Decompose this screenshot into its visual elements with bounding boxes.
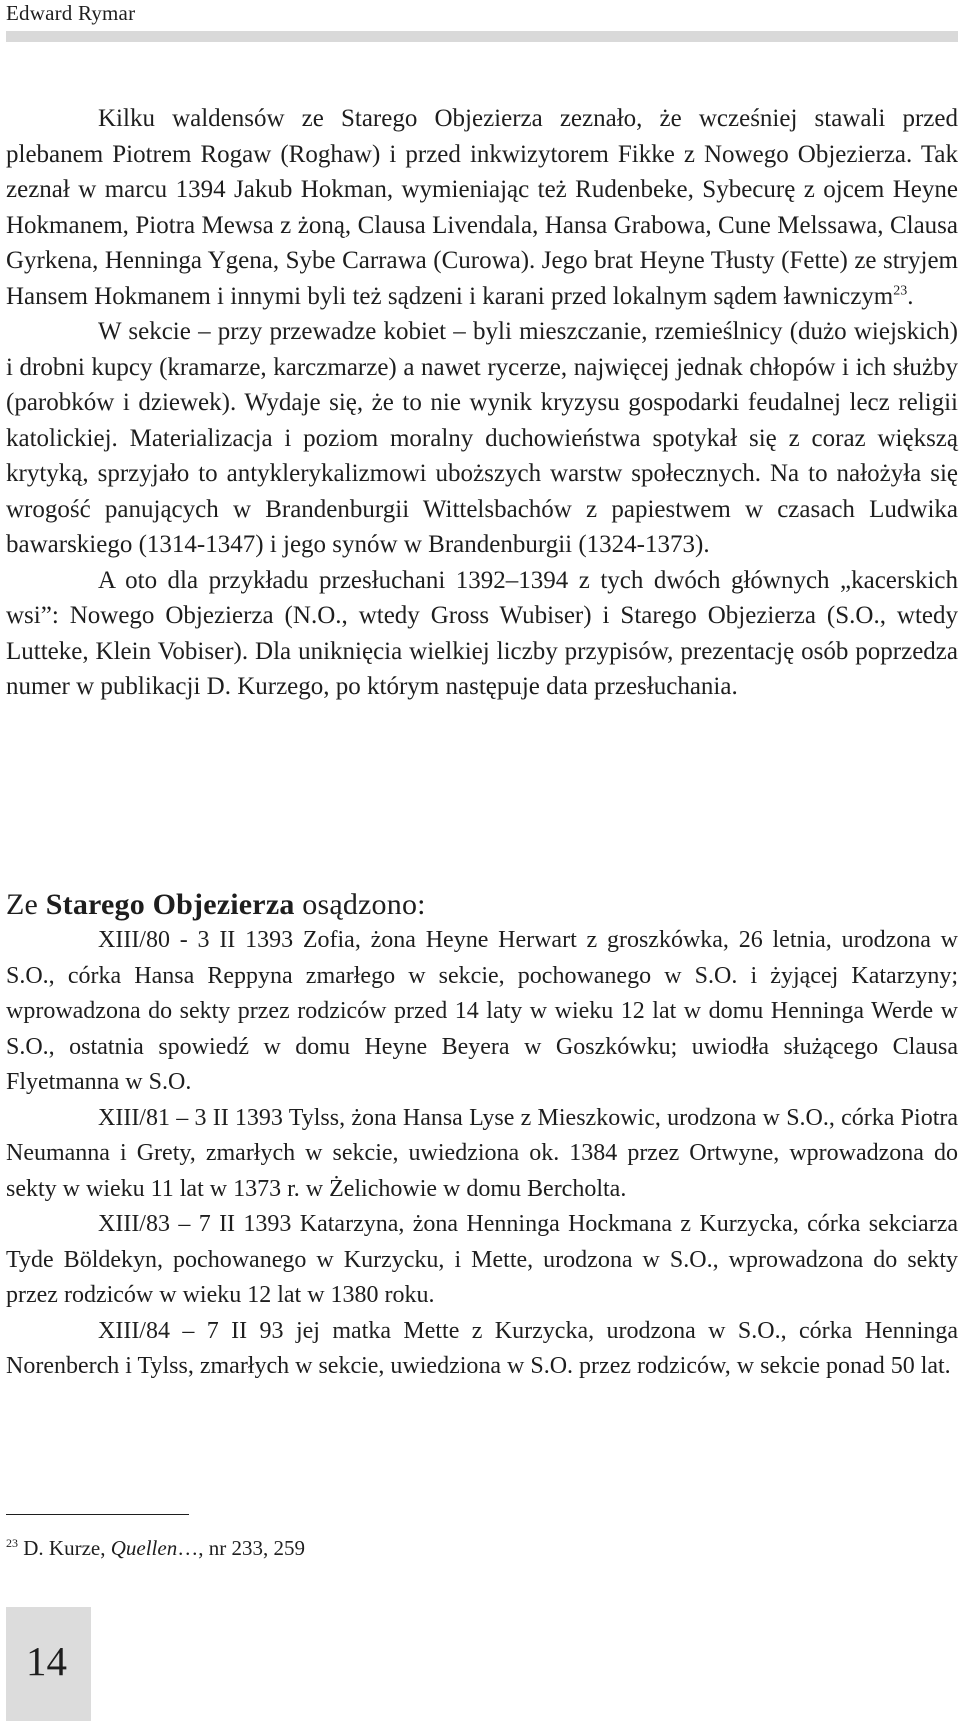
paragraph-1 (6, 101, 958, 314)
footnote-reference: 23 (893, 283, 908, 299)
paragraph-2: W sekcie – przy przewadze kobiet – byli mieszczanie, rzemieślnicy (dużo wiejskich) i drobni kupcy (kramarze, karczmarze) a nawet rycerze, najwięcej jednak chłopów i ich służby (parobków i dziewek). Wydaje się, że to nie wynik kryzysu gospodarki feudalnej lecz religii katolickiej. Materializacja i poziom moralny duchowieństwa spotykał się z coraz większą krytyką, sprzyjało to antyklerykalizmowi uboższych warstw społecznych. Na to nałożyła się wrogość panujących w Brandenburgii Wittelsbachów z papiestwem w czasach Ludwika bawarskiego (1314-1347) i jego synów w Brandenburgii (1324-1373). (6, 318, 958, 558)
footnote-text-before: D. Kurze, (23, 1536, 111, 1560)
entry-item: XIII/80 - 3 II 1393 Zofia, żona Heyne Herwart z groszkówka, 26 letnia, urodzona w S.O., córka Hansa Reppyna zmarłego w sekcie, pochowanego w S.O. i żyjącej Katarzyny; wprowadzona do sekty przez rodziców przed 14 laty w wieku 12 lat w domu Henninga Werde w S.O., ostatnia spowiedź w domu Heyne Beyera w Goszkówku; uwiodła służącego Clausa Flyetmanna w S.O. (6, 927, 958, 1095)
paragraph-1-text: Kilku waldensów ze Starego Objezierza zeznało, że wcześniej stawali przed plebanem Piotrem Rogaw (Roghaw) i przed inkwizytorem Fikke z Nowego Objezierza. Tak zeznał w marcu 1394 Jakub Hokman, wymieniając też Rudenbeke, Sybecurę z ojcem Heyne Hokmanem, Piotra Mewsa z żoną, Clausa Livendala, Hansa Grabowa, Cune Melssawa, Clausa Gyrkena, Henninga Ygena, Sybe Carrawa (Curowa). Jego brat Heyne Tłusty (Fette) ze stryjem Hansem Hokmanem i innymi byli też sądzeni i karani przed lokalnym sądem ławniczym (6, 105, 958, 310)
entry-item: XIII/83 – 7 II 1393 Katarzyna, żona Henninga Hockmana z Kurzycka, córka sekciarza Tyde Böldekyn, pochowanego w Kurzycku, i Mette, urodzona w S.O., wprowadzona do sekty przez rodziców w wieku 12 lat w 1380 roku. (6, 1211, 958, 1308)
section-heading-bold: Starego Objezierza (45, 888, 295, 921)
entry-item: XIII/81 – 3 II 1393 Tylss, żona Hansa Lyse z Mieszkowic, urodzona w S.O., córka Piotra Neumanna i Grety, zmarłych w sekcie, uwiedziona ok. 1384 przez Ortwyne, wprowadzona do sekty w wieku 11 lat w 1373 r. w Żelichowie w domu Bercholta. (6, 1104, 958, 1202)
header-rule (6, 31, 958, 42)
paragraph-1-end: . (907, 282, 914, 310)
section-heading (6, 887, 958, 923)
main-text (6, 101, 958, 705)
footnote-number: 23 (6, 1536, 18, 1550)
page-number: 14 (26, 1638, 67, 1684)
section-heading-pre: Ze (6, 888, 39, 921)
paragraph-3: A oto dla przykładu przesłuchani 1392–1394 z tych dwóch głównych „kacerskich wsi”: Nowego Objezierza (N.O., wtedy Gross Wubiser) i Starego Objezierza (S.O., wtedy Lutteke, Klein Vobiser). Dla uniknięcia wielkiej liczby przypisów, prezentację osób poprzedza numer w publikacji D. Kurzego, po którym następuje data przesłuchania. (6, 566, 958, 700)
running-head-author: Edward Rymar (6, 1, 136, 25)
footnote-text-after: …, nr 233, 259 (177, 1536, 305, 1560)
section-heading-post: osądzono: (302, 888, 426, 921)
page-number-box (6, 1607, 91, 1721)
footnote (6, 1534, 305, 1562)
footnote-rule (6, 1514, 189, 1515)
section-stare-objezierze (6, 887, 958, 1385)
footnote-title: Quellen (110, 1536, 178, 1560)
entry-item: XIII/84 – 7 II 93 jej matka Mette z Kurzycka, urodzona w S.O., córka Henninga Norenberch i Tylss, zmarłych w sekcie, uwiedziona w S.O. przez rodziców, w sekcie ponad 50 lat. (6, 1317, 958, 1379)
entry-list (6, 923, 958, 1385)
